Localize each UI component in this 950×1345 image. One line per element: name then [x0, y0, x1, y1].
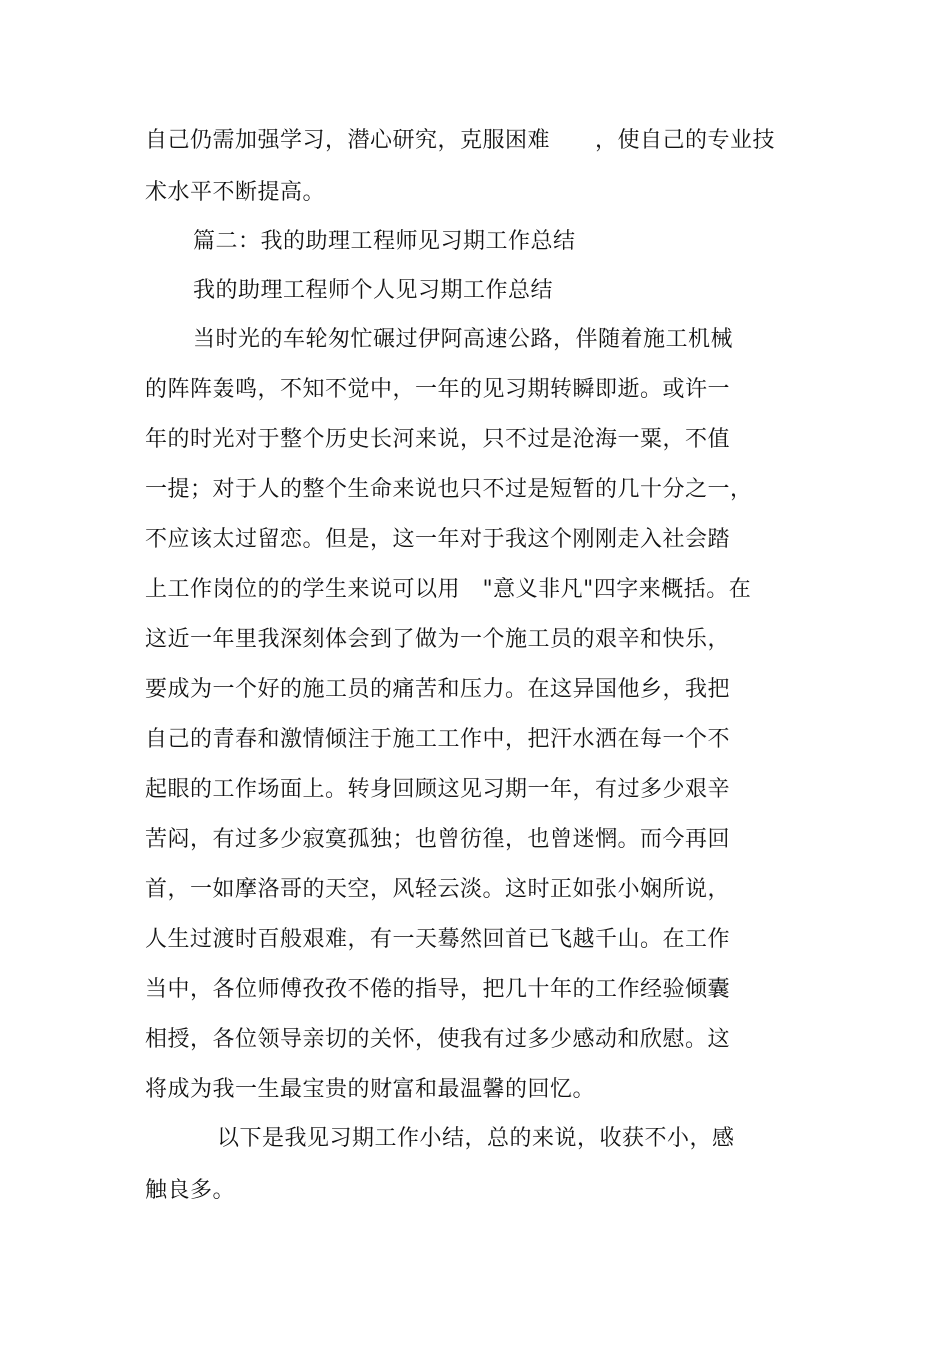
text-line: 年的时光对于整个历史长河来说，只不过是沧海一粟，不值: [145, 427, 731, 452]
text-line: 自己的青春和激情倾注于施工工作中，把汗水洒在每一个不: [145, 727, 731, 752]
text-line: 将成为我一生最宝贵的财富和最温馨的回忆。: [145, 1077, 596, 1102]
text-line: 触良多。: [145, 1178, 236, 1203]
text-line: 起眼的工作场面上。转身回顾这见习期一年，有过多少艰辛: [145, 777, 731, 802]
text-line: 当中，各位师傅孜孜不倦的指导，把几十年的工作经验倾囊: [145, 977, 731, 1002]
text-line: 以下是我见习期工作小结，总的来说，收获不小，感: [217, 1126, 735, 1151]
article-title: 我的助理工程师个人见习期工作总结: [193, 278, 554, 303]
text-line: 苦闷，有过多少寂寞孤独；也曾彷徨，也曾迷惘。而今再回: [145, 827, 731, 852]
text-line: 的阵阵轰鸣，不知不觉中，一年的见习期转瞬即逝。或许一: [145, 377, 731, 402]
text-line: 自己仍需加强学习，潜心研究，克服困难 ，使自己的专业技: [145, 128, 776, 153]
text-line: 上工作岗位的的学生来说可以用 "意义非凡"四字来概括。在: [145, 577, 752, 602]
text-line: 术水平不断提高。: [145, 180, 326, 205]
text-line: 当时光的车轮匆忙碾过伊阿高速公路，伴随着施工机械: [193, 327, 734, 352]
section-heading: 篇二：我的助理工程师见习期工作总结: [193, 229, 576, 254]
text-line: 要成为一个好的施工员的痛苦和压力。在这异国他乡，我把: [145, 677, 731, 702]
text-line: 一提；对于人的整个生命来说也只不过是短暂的几十分之一，: [145, 477, 753, 502]
text-line: 人生过渡时百般艰难，有一天蓦然回首已飞越千山。在工作: [145, 927, 731, 952]
text-line: 首，一如摩洛哥的天空，风轻云淡。这时正如张小娴所说，: [145, 877, 731, 902]
text-line: 不应该太过留恋。但是，这一年对于我这个刚刚走入社会踏: [145, 527, 731, 552]
text-line: 相授，各位领导亲切的关怀，使我有过多少感动和欣慰。这: [145, 1027, 731, 1052]
text-line: 这近一年里我深刻体会到了做为一个施工员的艰辛和快乐，: [145, 627, 731, 652]
